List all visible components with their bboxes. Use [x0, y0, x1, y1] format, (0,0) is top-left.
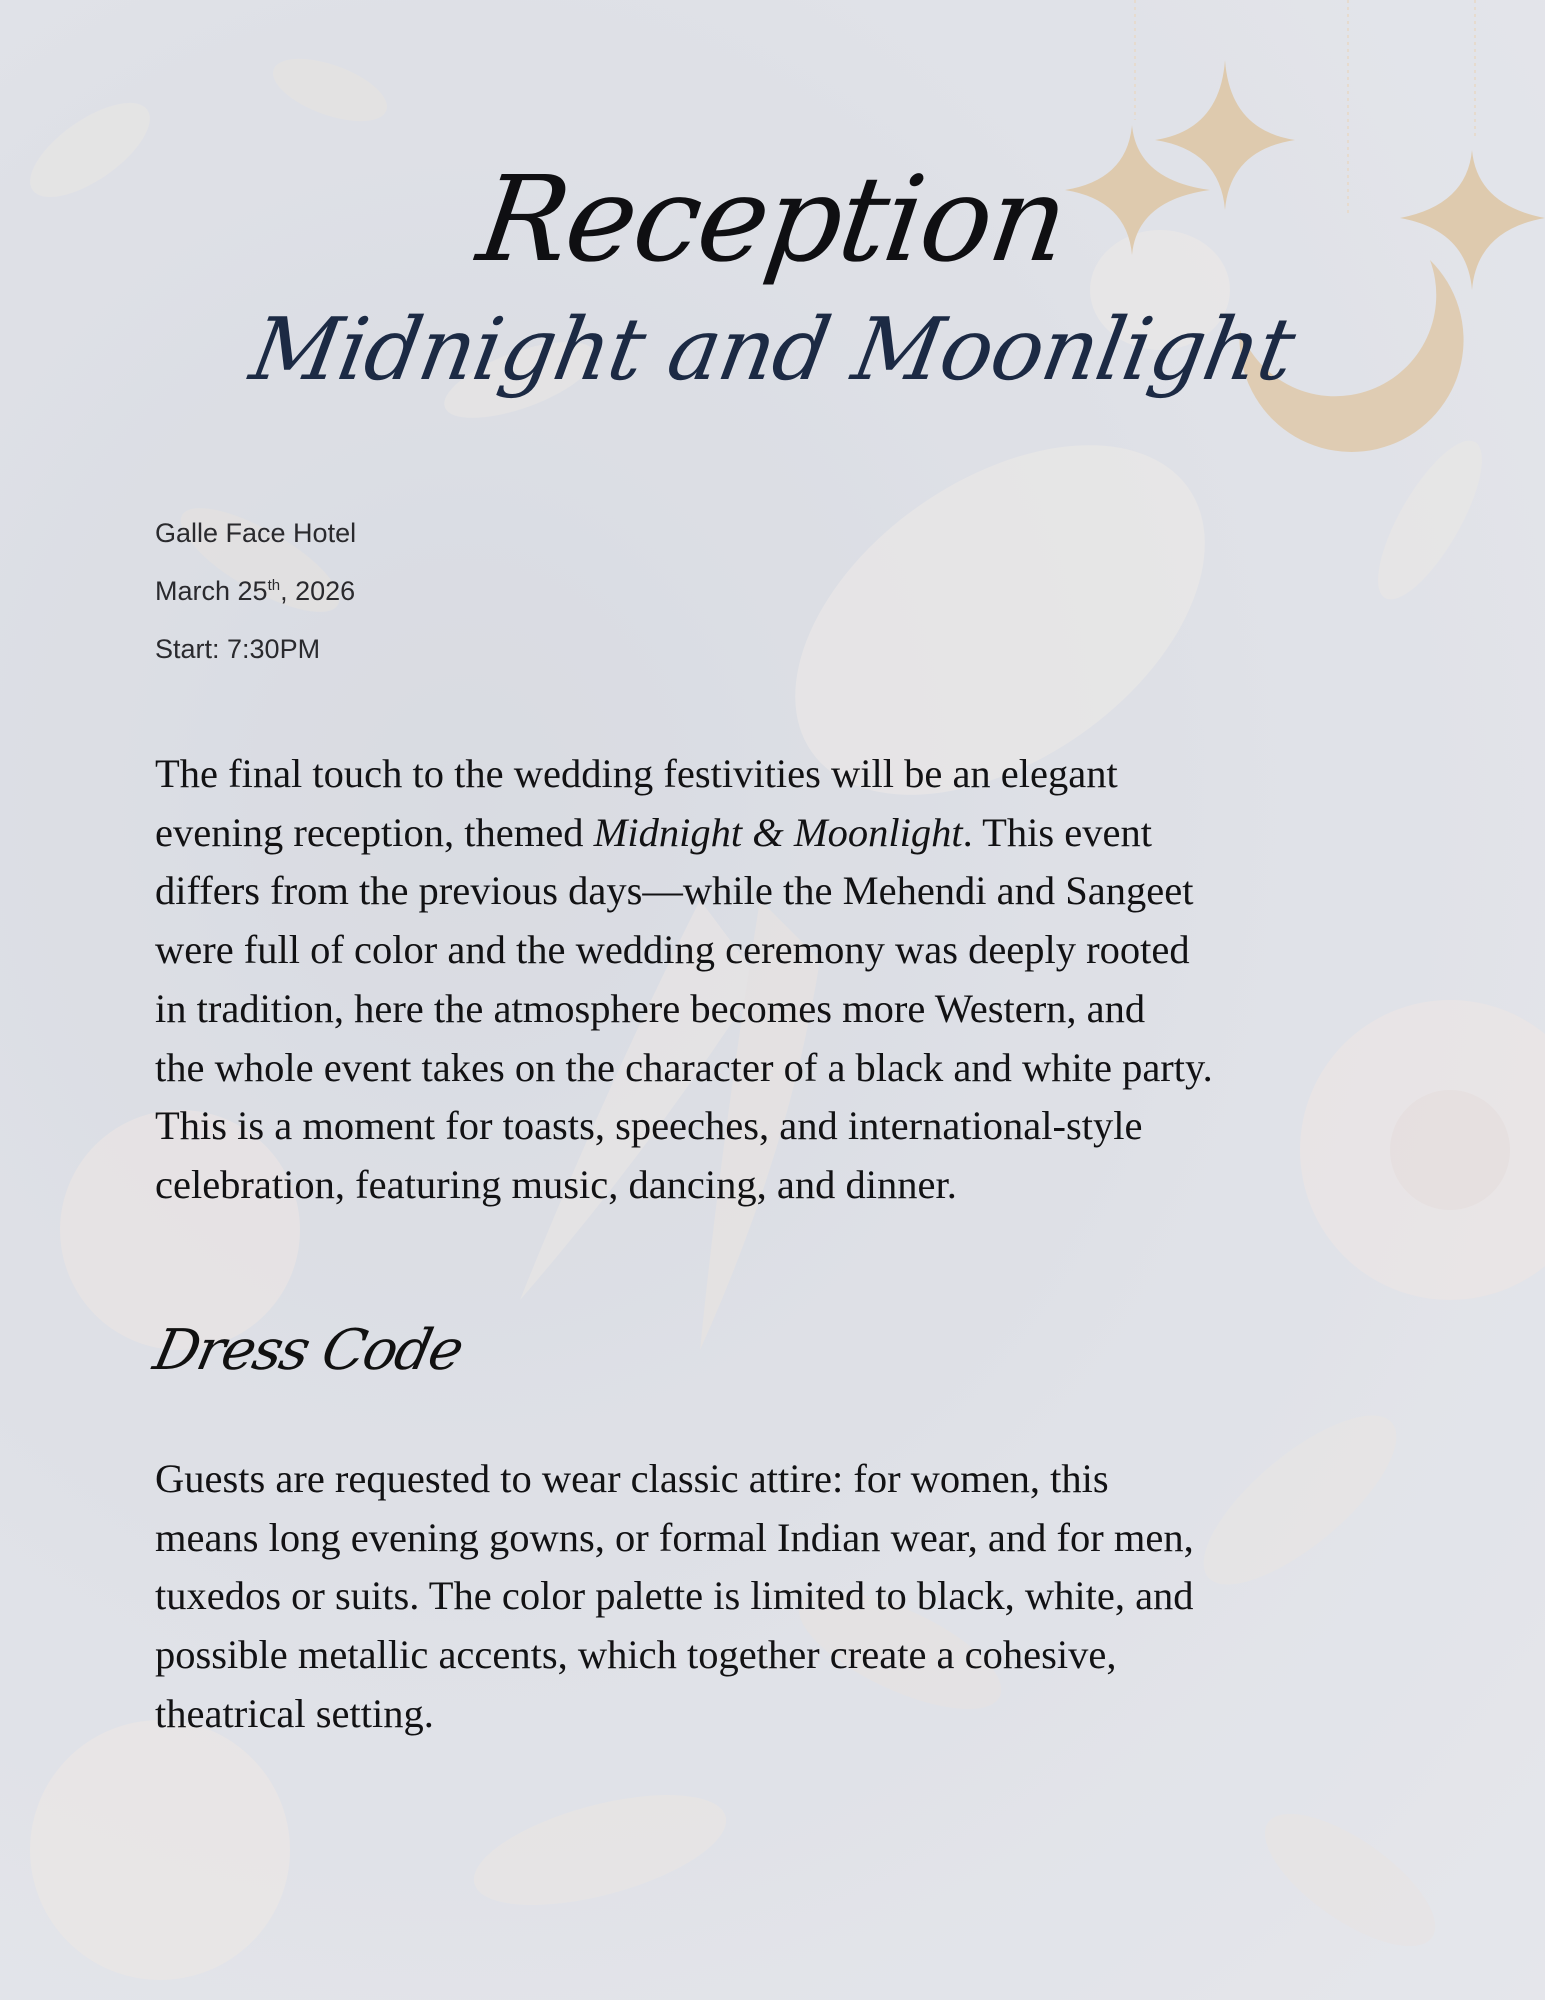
paragraph-line — [155, 804, 1415, 863]
date-text — [155, 576, 355, 607]
page-title: Reception — [470, 150, 1075, 288]
date-suffix: th — [267, 577, 281, 594]
paragraph-line: Guests are requested to wear classic attire: for women, this — [155, 1456, 1109, 1501]
date-prefix: March 25 — [155, 576, 268, 606]
paragraph-line: differs from the previous days—while the Mehendi and Sangeet — [155, 868, 1194, 914]
paragraph-line: celebration, featuring music, dancing, and dinner. — [155, 1161, 957, 1207]
dress-code-heading: Dress Code — [148, 1318, 468, 1383]
paragraph-line: were full of color and the wedding ceremony was deeply rooted — [155, 927, 1190, 973]
start-time-text: Start: 7:30PM — [155, 634, 321, 664]
paragraph-line: possible metallic accents, which together create a cohesive, — [155, 1632, 1117, 1678]
page-subtitle: Midnight and Moonlight — [243, 300, 1302, 400]
description-paragraph — [155, 745, 1415, 1215]
paragraph-line: This is a moment for toasts, speeches, and international-style — [155, 1103, 1143, 1149]
paragraph-line: the whole event takes on the character of a black and white party. — [155, 1044, 1213, 1090]
text-run: evening reception, themed — [155, 809, 594, 855]
theme-name: Midnight & Moonlight — [593, 809, 963, 855]
paragraph-line: in tradition, here the atmosphere becomes more Western, and — [155, 985, 1146, 1031]
paragraph-line: The final touch to the wedding festivities will be an elegant — [155, 751, 1118, 796]
text-run: . This event — [962, 809, 1152, 855]
paragraph-line: theatrical setting. — [155, 1690, 434, 1736]
dress-code-paragraph — [155, 1450, 1415, 1744]
paragraph-line: tuxedos or suits. The color palette is limited to black, white, and — [155, 1573, 1194, 1619]
venue-text: Galle Face Hotel — [155, 518, 357, 548]
date-year: , 2026 — [280, 576, 356, 606]
paragraph-line: means long evening gowns, or formal Indian wear, and for men, — [155, 1514, 1194, 1560]
